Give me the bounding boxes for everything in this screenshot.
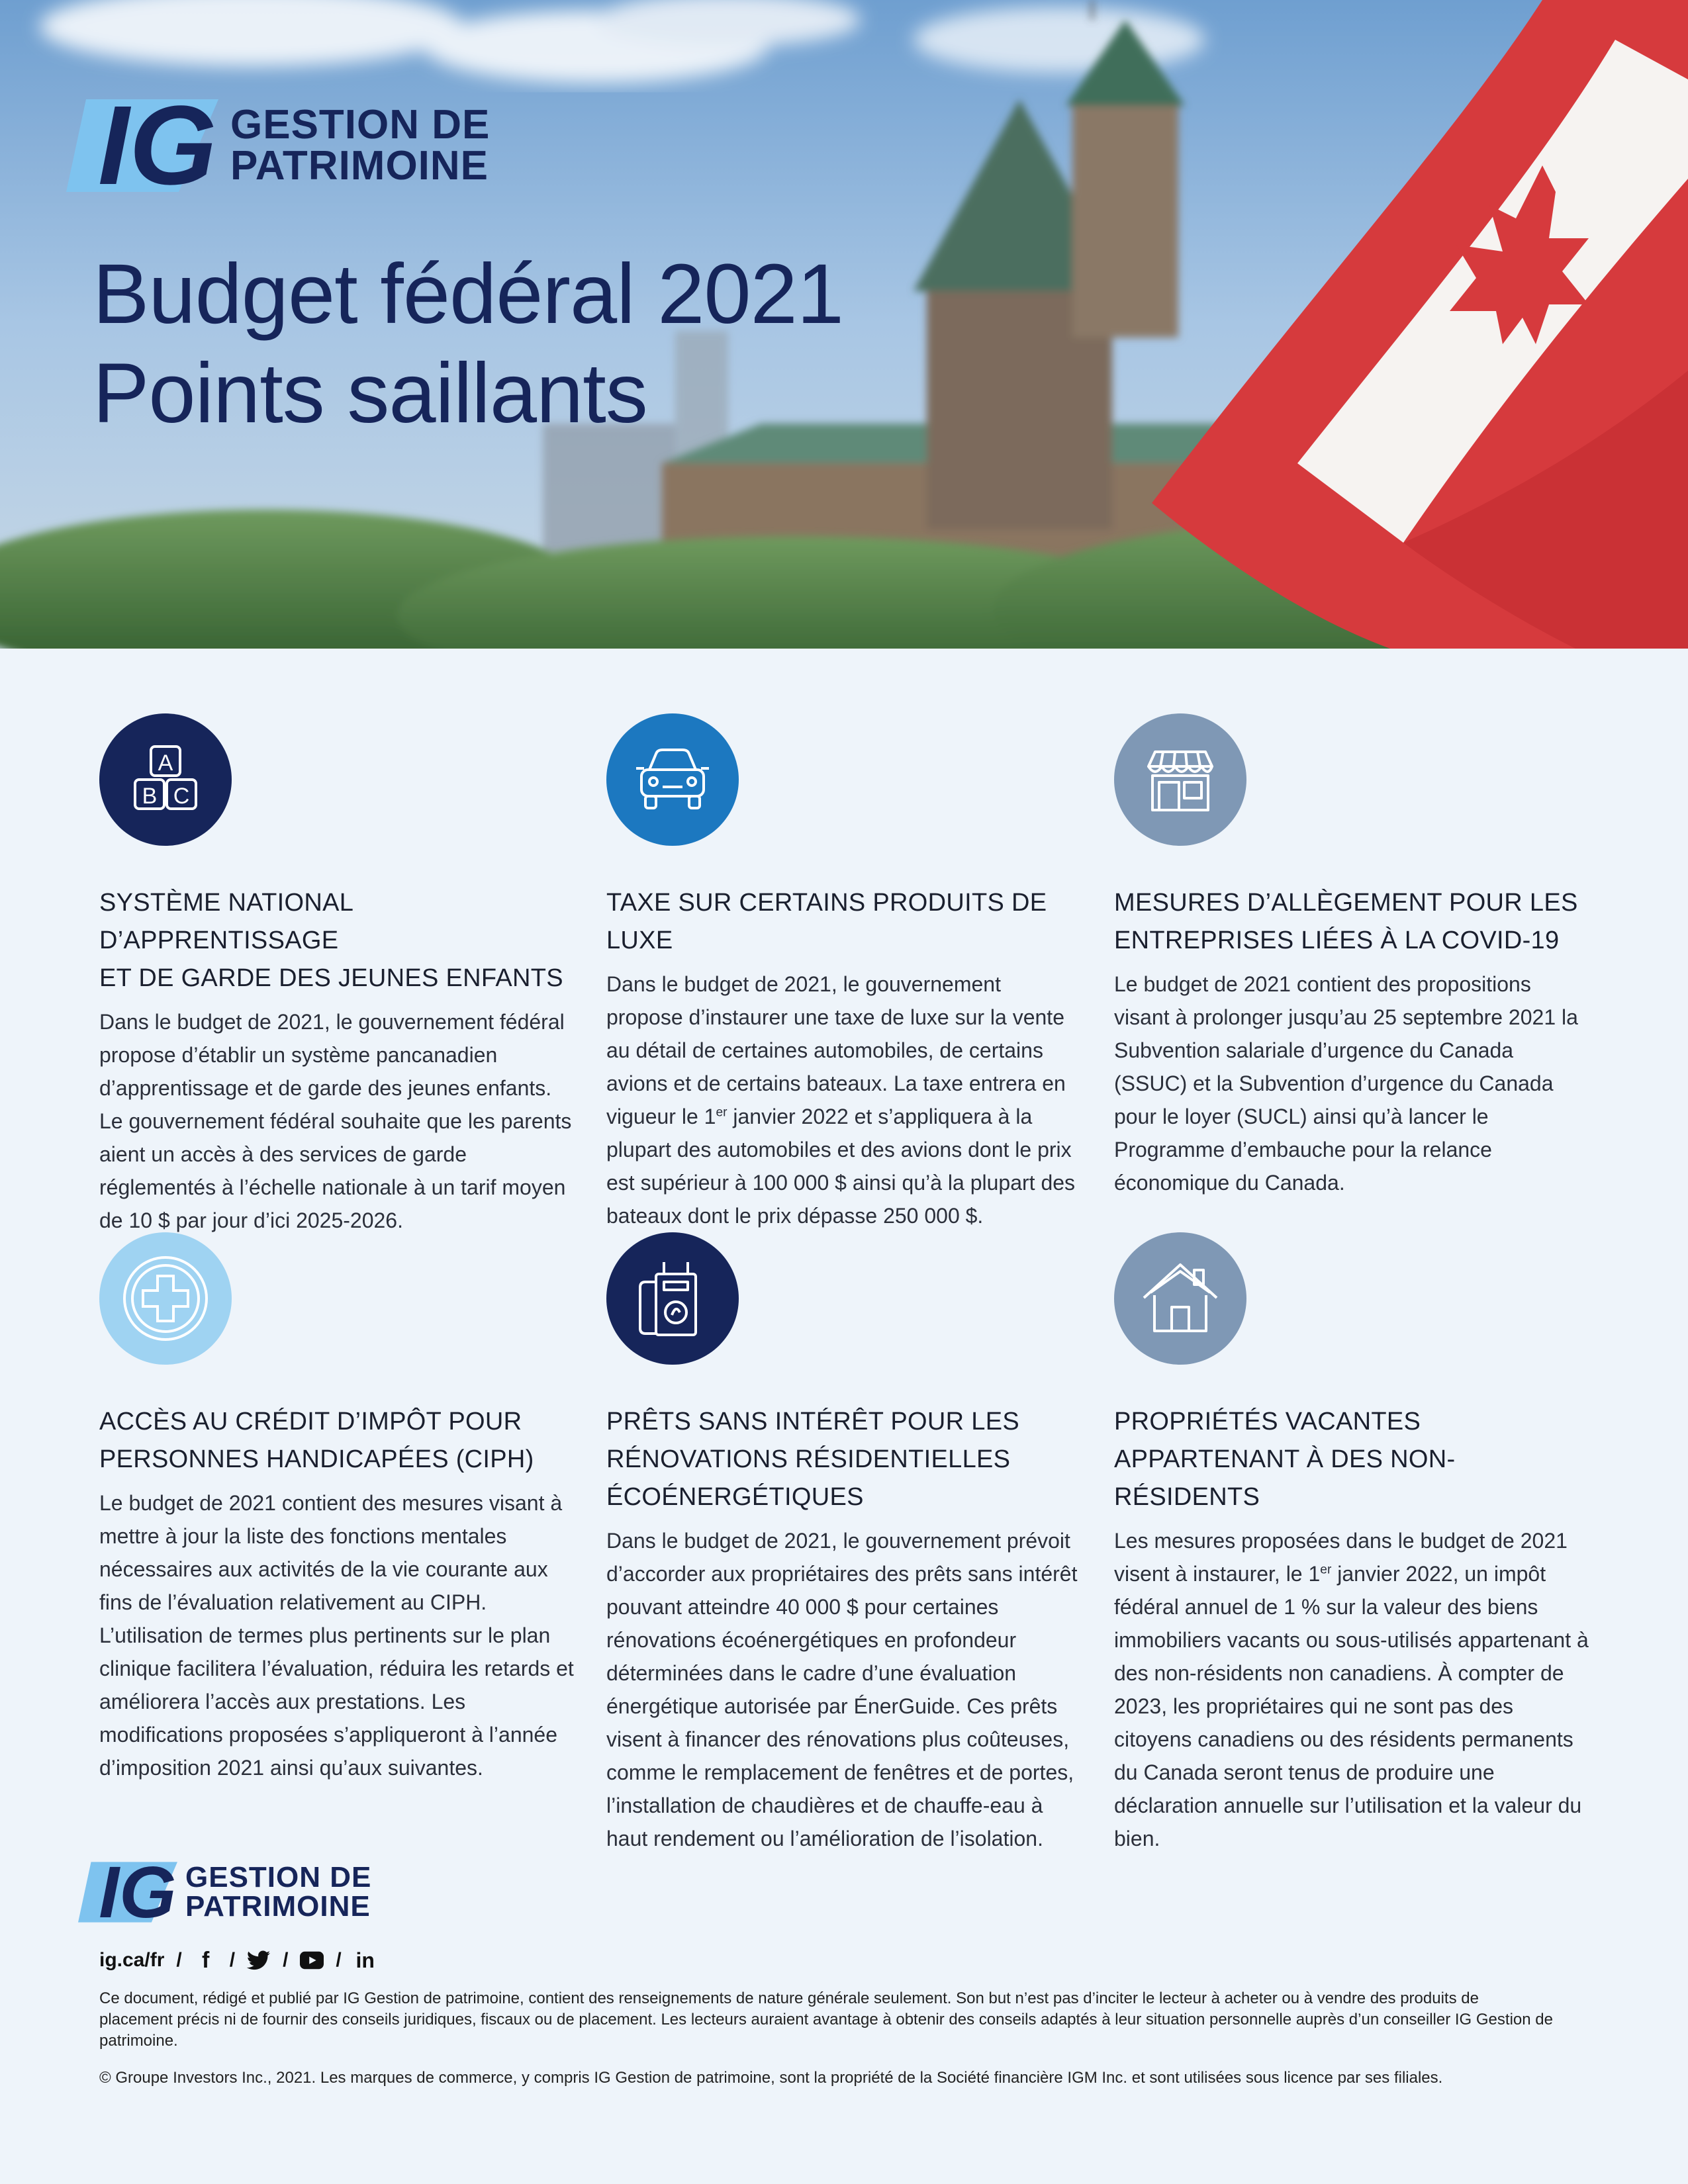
twitter-icon[interactable] [247, 1948, 271, 1972]
card-title-line: APPARTENANT À DES NON-RÉSIDENTS [1114, 1445, 1456, 1511]
svg-text:IG: IG [99, 1853, 177, 1931]
separator: / [336, 1949, 342, 1971]
medical-cross-icon [99, 1232, 232, 1365]
card-title-line: PROPRIÉTÉS VACANTES [1114, 1408, 1421, 1435]
card-childcare [99, 713, 576, 1237]
card-title-line: SYSTÈME NATIONAL D’APPRENTISSAGE [99, 889, 353, 954]
card-body-part: janvier 2022, un impôt fédéral annuel de 1 % sur la valeur des biens immobiliers vacants ou sous-utilisés appartenant à des non-résidents non canadiens. À compter de 2023, les propriétaires qui ne sont pas des citoyens canadiens ou des résidents permanents du Canada seront tenus de produire une déclaration annuelle sur l’utilisation et la valeur du bien. [1114, 1562, 1589, 1850]
card-disability-credit [99, 1232, 576, 1784]
car-icon [606, 713, 739, 846]
card-title [1114, 884, 1591, 960]
title-line-2: Points saillants [93, 346, 647, 441]
brand-logo [66, 86, 490, 205]
page-title [93, 245, 843, 443]
card-vacant-properties [1114, 1232, 1591, 1855]
ordinal-superscript: er [1320, 1563, 1332, 1577]
facebook-icon[interactable] [194, 1948, 218, 1972]
separator: / [176, 1949, 182, 1971]
card-body [1114, 1524, 1591, 1855]
card-energy-loans [606, 1232, 1083, 1855]
title-line-1: Budget fédéral 2021 [93, 247, 843, 341]
separator: / [229, 1949, 236, 1971]
card-covid-relief [1114, 713, 1591, 1199]
linkedin-glyph: in [355, 1948, 375, 1972]
water-heater-icon [606, 1232, 739, 1365]
brand-line-1: GESTION DE [230, 102, 491, 148]
footer-brand-logo [78, 1853, 371, 1931]
brand-line-1: GESTION DE [185, 1861, 372, 1893]
svg-text:C: C [173, 784, 190, 809]
ig-logo-icon [78, 1853, 177, 1931]
card-body: Dans le budget de 2021, le gouvernement fédéral propose d’établir un système pancanadien d’apprentissage et de garde des jeunes enfants. Le gouvernement fédéral souhaite que les parents aient un accès à des services de garde réglementés à l’échelle nationale à un tarif moyen de 10 $ par jour d’ici 2025-2026. [99, 1010, 572, 1232]
card-title-line: TAXE SUR CERTAINS PRODUITS DE LUXE [606, 889, 1047, 954]
card-luxury-tax [606, 713, 1083, 1232]
youtube-icon[interactable] [300, 1948, 324, 1972]
facebook-glyph: f [202, 1947, 210, 1973]
svg-text:B: B [142, 784, 158, 809]
social-links [99, 1948, 377, 1972]
house-icon [1114, 1232, 1246, 1365]
card-title [99, 1403, 576, 1479]
card-title-line: RÉNOVATIONS RÉSIDENTIELLES [606, 1445, 1011, 1473]
storefront-icon [1114, 713, 1246, 846]
card-title-line: MESURES D’ALLÈGEMENT POUR LES [1114, 889, 1578, 917]
card-title-line: ET DE GARDE DES JEUNES ENFANTS [99, 964, 563, 992]
card-title [606, 884, 1083, 960]
card-body: Le budget de 2021 contient des propositions visant à prolonger jusqu’au 25 septembre 2021 la Subvention salariale d’urgence du Canada (SSUC) et la Subvention d’urgence du Canada pour le loyer (SUCL) ainsi qu’à lancer le Programme d’embauche pour la relance économique du Canada. [1114, 972, 1578, 1195]
svg-text:A: A [158, 751, 173, 776]
abc-blocks-icon [99, 713, 232, 846]
linkedin-icon[interactable] [353, 1948, 377, 1972]
card-title-line: ENTREPRISES LIÉES À LA COVID-19 [1114, 927, 1560, 954]
card-body [606, 968, 1083, 1232]
card-title [606, 1403, 1083, 1516]
card-title-line: PRÊTS SANS INTÉRÊT POUR LES [606, 1408, 1019, 1435]
brand-line-2: PATRIMOINE [230, 143, 489, 189]
ordinal-superscript: er [716, 1105, 727, 1120]
card-title [99, 884, 576, 997]
copyright: © Groupe Investors Inc., 2021. Les marques de commerce, y compris IG Gestion de patrimoine, sont la propriété de la Société financière IGM Inc. et sont utilisées sous licence par ses filiales. [99, 2069, 1443, 2087]
card-body-part: janvier 2022 et s’appliquera à la plupart des automobiles et des avions dont le prix est supérieur à 100 000 $ ainsi qu’à la plupart des bateaux dont le prix dépasse 250 000 $. [606, 1105, 1076, 1228]
card-title-line: ÉCOÉNERGÉTIQUES [606, 1483, 864, 1511]
card-title-line: PERSONNES HANDICAPÉES (CIPH) [99, 1445, 534, 1473]
disclaimer: Ce document, rédigé et publié par IG Gestion de patrimoine, contient des renseignements de nature générale seulement. Son but n’est pas d’inciter le lecteur à acheter ou à vendre des produits de placement précis ni de fournir des conseils juridiques, fiscaux ou de placement. Les lecteurs auraient avantage à obtenir des conseils adaptés à leur situation personnelle auprès d’un conseiller IG Gestion de patrimoine. [99, 1989, 1553, 2050]
card-body-part: Dans le budget de 2021, le gouvernement propose d’instaurer une taxe de luxe sur la vente au détail de certaines automobiles, de certains avions et de certains bateaux. La taxe entrera en vigueur le 1 [606, 972, 1066, 1128]
card-title [1114, 1403, 1591, 1516]
ig-logo-icon [66, 86, 218, 205]
hero-banner [0, 0, 1688, 649]
card-body: Dans le budget de 2021, le gouvernement prévoit d’accorder aux propriétaires des prêts sans intérêt pouvant atteindre 40 000 $ pour certaines rénovations écoénergétiques en profondeur déterminées dans le cadre d’une évaluation énergétique autorisée par ÉnerGuide. Ces prêts visent à financer des rénovations plus coûteuses, comme le remplacement de fenêtres et de portes, l’installation de chaudières et de chauffe-eau à haut rendement ou l’amélioration de l’isolation. [606, 1529, 1078, 1850]
card-title-line: ACCÈS AU CRÉDIT D’IMPÔT POUR [99, 1408, 522, 1435]
card-body: Le budget de 2021 contient des mesures visant à mettre à jour la liste des fonctions mentales nécessaires aux activités de la vie courante aux fins de l’évaluation relativement au CIPH. L’utilisation de termes plus pertinents sur le plan clinique facilitera l’évaluation, réduira les retards et améliorera l’accès aux prestations. Les modifications proposées s’appliqueront à l’année d’imposition 2021 ainsi qu’aux suivantes. [99, 1491, 574, 1780]
card-body-part: Les mesures proposées dans le budget de 2021 visent à instaurer, le 1 [1114, 1529, 1568, 1586]
svg-text:IG: IG [98, 86, 217, 205]
website-link[interactable]: ig.ca/fr [99, 1949, 165, 1971]
brand-line-2: PATRIMOINE [185, 1890, 371, 1923]
separator: / [283, 1949, 289, 1971]
